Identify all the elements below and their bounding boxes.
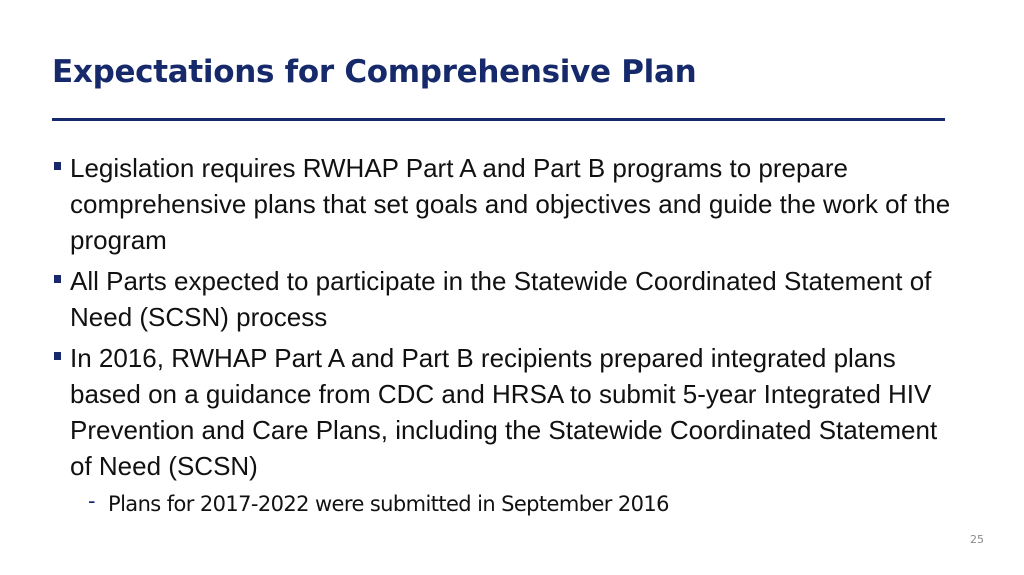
- bullet-item: [52, 150, 952, 258]
- page-number: 25: [970, 533, 984, 546]
- square-bullet-icon: [54, 275, 61, 283]
- bullet-item: [52, 340, 952, 484]
- sub-bullet-item: [52, 489, 952, 519]
- square-bullet-icon: [54, 162, 61, 170]
- slide-body: [52, 150, 952, 519]
- square-bullet-icon: [54, 352, 61, 360]
- bullet-text: Legislation requires RWHAP Part A and Part B programs to prepare comprehensive plans that set goals and objectives and guide the work of the program: [70, 153, 951, 255]
- title-divider: [52, 118, 945, 121]
- dash-bullet-icon: -: [88, 489, 95, 513]
- sub-bullet-text: Plans for 2017-2022 were submitted in September 2016: [108, 492, 669, 516]
- bullet-item: [52, 263, 952, 335]
- bullet-text: All Parts expected to participate in the Statewide Coordinated Statement of Need (SCSN) process: [70, 266, 932, 332]
- slide-title: Expectations for Comprehensive Plan: [52, 54, 697, 90]
- bullet-text: In 2016, RWHAP Part A and Part B recipients prepared integrated plans based on a guidance from CDC and HRSA to submit 5-year Integrated HIV Prevention and Care Plans, including the Statewide Coordinated Statement of Need (SCSN): [70, 343, 938, 481]
